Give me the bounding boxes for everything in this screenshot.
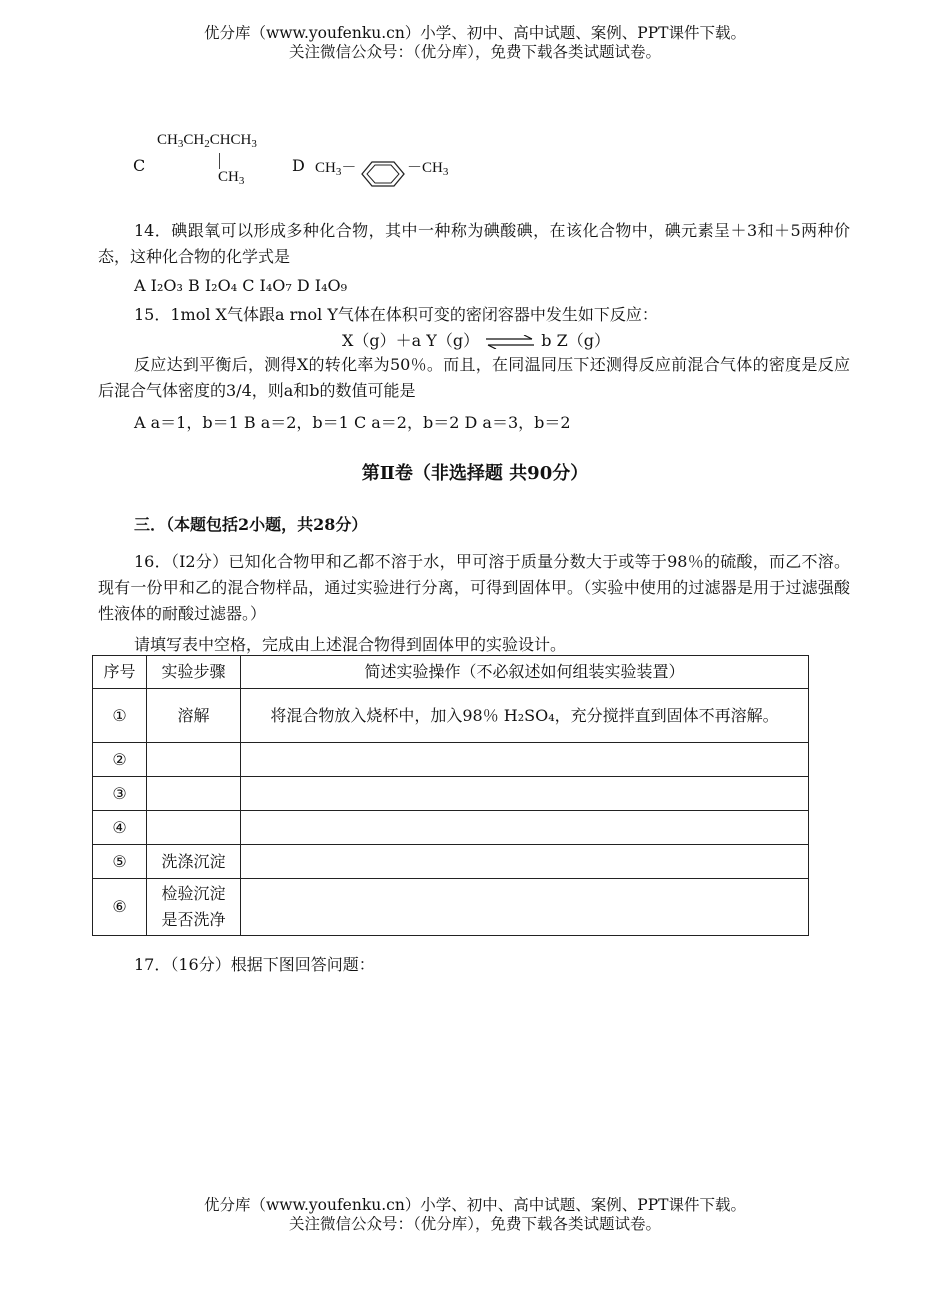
formula-part: CH (218, 169, 239, 185)
bond-line (219, 153, 220, 169)
q15-stem: 15．1mol X气体跟a rnol Y气体在体积可变的密闭容器中发生如下反应： (134, 305, 658, 324)
experiment-table (92, 655, 809, 936)
row-number: ⑥ (93, 879, 147, 936)
header-line-1: 优分库（www.youfenku.cn）小学、初中、高中试题、案例、PPT课件下载。 (203, 24, 747, 42)
q13-option-d-right: $-CH_3$ (407, 160, 449, 178)
row-number: ② (93, 743, 147, 777)
formula-part: CH (315, 160, 336, 176)
formula-part: CHCH (209, 132, 252, 148)
q14-options: A I₂O₃ B I₂O₄ C I₄O₇ D I₄O₉ (134, 276, 348, 295)
row-step-blank[interactable] (147, 811, 241, 845)
equilibrium-arrow-icon (484, 335, 536, 349)
row-operation-blank[interactable] (241, 879, 809, 936)
q13-option-d-left: $CH_3-$ (315, 160, 357, 178)
benzene-ring-icon (358, 160, 408, 188)
q15-equation-right: b Z（g） (541, 331, 610, 350)
q17-stem: 17．（16分）根据下图回答问题： (134, 955, 375, 974)
q13-option-c-branch: $CH_3$ (218, 169, 245, 187)
footer-line-1: 优分库（www.youfenku.cn）小学、初中、高中试题、案例、PPT课件下载。 (203, 1196, 747, 1214)
table-row (93, 777, 809, 811)
formula-part: CH (157, 132, 178, 148)
row-number: ① (93, 689, 147, 743)
q16-instruction: 请填写表中空格，完成由上述混合物得到固体甲的实验设计。 (134, 635, 567, 654)
row-step: 溶解 (147, 689, 241, 743)
header-cell-no: 序号 (93, 656, 147, 689)
table-row (93, 879, 809, 936)
formula-part: CH (183, 132, 205, 148)
q15-equation (342, 328, 610, 351)
row-operation-blank[interactable] (241, 743, 809, 777)
header-cell-operation: 简述实验操作（不必叙述如何组装实验装置） (241, 656, 809, 689)
q15-options: A a＝1，b＝1 B a＝2，b＝1 C a＝2，b＝2 D a＝3，b＝2 (134, 413, 571, 432)
section-3-heading: 三．（本题包括2小题，共28分） (134, 515, 368, 534)
row-step: 检验沉淀是否洗净 (147, 879, 241, 936)
q15-body: 反应达到平衡后，测得X的转化率为50％。而且，在同温同压下还测得反应前混合气体的密度是反应后混合气体密度的3/4，则a和b的数值可能是 (98, 355, 850, 400)
table-row (93, 689, 809, 743)
table-row (93, 845, 809, 879)
row-number: ④ (93, 811, 147, 845)
row-number: ⑤ (93, 845, 147, 879)
row-operation-blank[interactable] (241, 845, 809, 879)
row-step-blank[interactable] (147, 777, 241, 811)
q14-stem: 14．碘跟氧可以形成多种化合物，其中一种称为碘酸碘，在该化合物中，碘元素呈＋3和＋5两种价态，这种化合物的化学式是 (98, 221, 850, 266)
table-header-row (93, 656, 809, 689)
footer-line-2: 关注微信公众号：（优分库），免费下载各类试题试卷。 (288, 1215, 661, 1233)
q13-option-c-structure: $CH_3CH_2CHCH_3$ (157, 132, 257, 150)
page-footer (0, 1196, 950, 1234)
header-cell-step: 实验步骤 (147, 656, 241, 689)
row-number: ③ (93, 777, 147, 811)
header-line-2: 关注微信公众号：（优分库），免费下载各类试题试卷。 (288, 43, 661, 61)
row-operation-blank[interactable] (241, 777, 809, 811)
row-step: 洗涤沉淀 (147, 845, 241, 879)
page-header (0, 24, 950, 62)
row-step-blank[interactable] (147, 743, 241, 777)
table-row (93, 743, 809, 777)
q13-option-c-label: C (133, 156, 146, 175)
table-row (93, 811, 809, 845)
row-operation-blank[interactable] (241, 811, 809, 845)
part2-title: 第Ⅱ卷（非选择题 共90分） (361, 463, 589, 484)
q13-option-d-label: D (292, 156, 305, 175)
q16-stem: 16．（I2分）已知化合物甲和乙都不溶于水，甲可溶于质量分数大于或等于98％的硫酸，而乙不溶。现有一份甲和乙的混合物样品，通过实验进行分离，可得到固体甲。（实验中使用的过滤器是用于过滤强酸性液体的耐酸过滤器。） (98, 552, 850, 623)
q15-equation-left: X（g）＋a Y（g） (342, 331, 480, 350)
formula-part: CH (422, 160, 443, 176)
row-operation: 将混合物放入烧杯中，加入98％ H₂SO₄，充分搅拌直到固体不再溶解。 (241, 689, 809, 743)
